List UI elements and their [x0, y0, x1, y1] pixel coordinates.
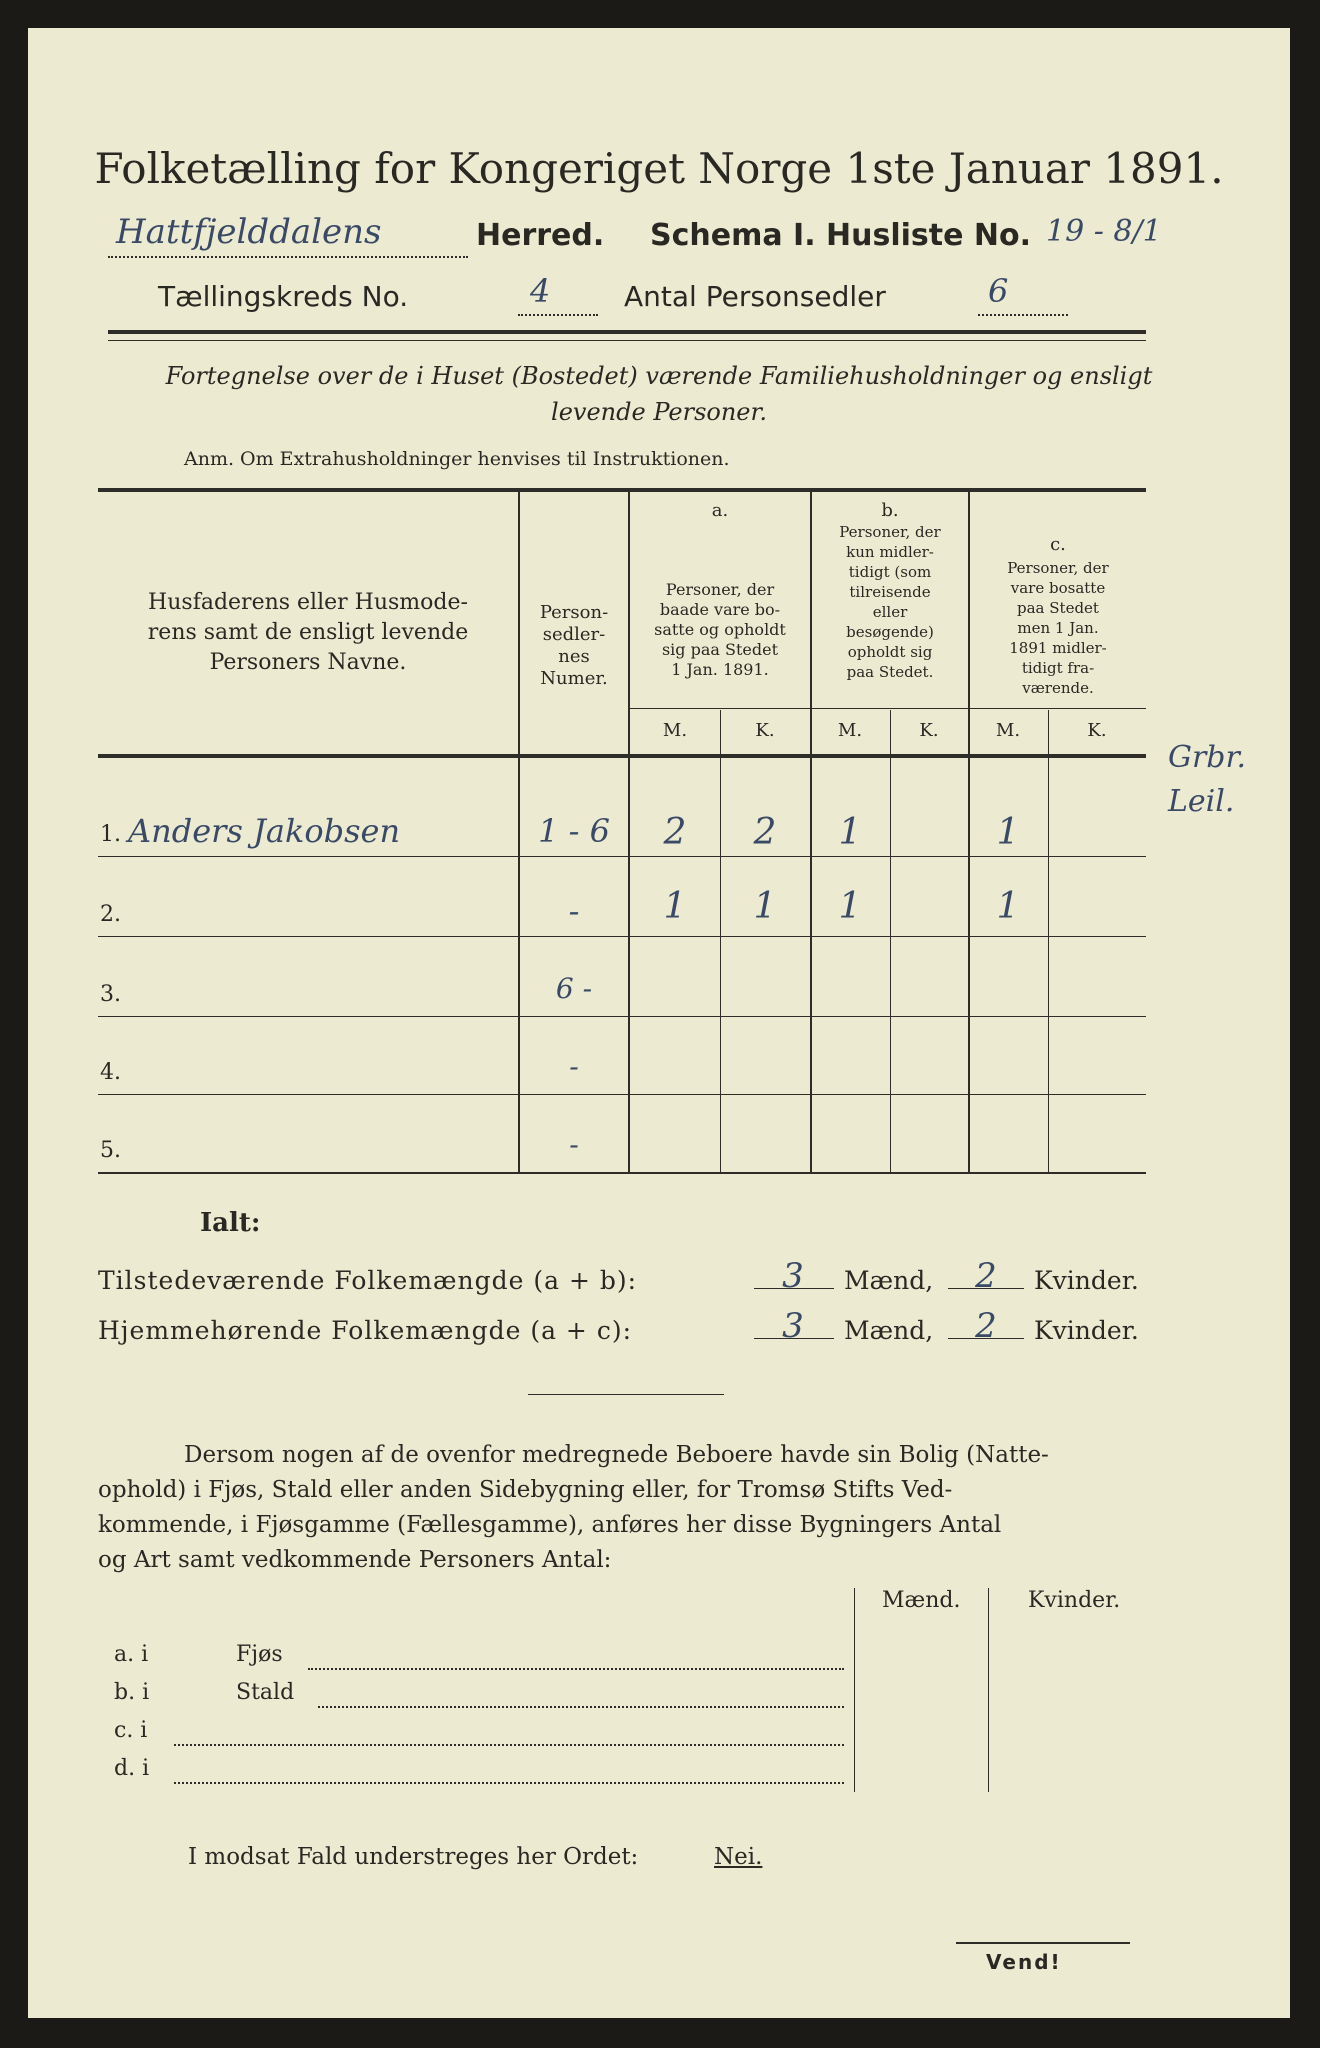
- col-divider-name: [518, 492, 520, 1172]
- hjemme-kvinder-label: Kvinder.: [1034, 1316, 1139, 1345]
- tilstede-maend-line: [754, 1288, 834, 1289]
- tilstede-maend-value: 3: [782, 1256, 804, 1296]
- col-header-a-line: baade vare bo-: [659, 600, 781, 619]
- herred-label: Herred.: [476, 218, 605, 253]
- hjemme-maend-value: 3: [782, 1306, 804, 1346]
- intro-line-1: Fortegnelse over de i Huset (Bostedet) værende Familiehusholdninger og ensligt: [165, 362, 1153, 390]
- header-rule-thick: [108, 330, 1146, 334]
- col-header-c-line: Personer, der: [1007, 559, 1109, 577]
- table-header-bottom-rule: [98, 754, 1146, 758]
- antal-label: Antal Personsedler: [624, 280, 886, 313]
- col-header-a-line: 1 Jan. 1891.: [671, 660, 769, 679]
- item-dotted-line: [174, 1782, 844, 1784]
- col-header-b-line: besøgende): [846, 623, 934, 641]
- col-b-k: K.: [919, 720, 939, 741]
- antal-value-handwritten: 6: [988, 272, 1009, 310]
- col-maend-header: Mænd.: [882, 1588, 961, 1613]
- kreds-dotted-line: [518, 314, 598, 316]
- row-number: 3.: [100, 982, 121, 1007]
- col-c-m: M.: [995, 720, 1021, 741]
- col-header-num: [522, 602, 626, 690]
- col-header-c-line: værende.: [1022, 679, 1094, 697]
- row-rule: [98, 936, 1146, 937]
- col-kvinder-header: Kvinder.: [1028, 1588, 1121, 1613]
- antal-dotted-line: [978, 314, 1068, 316]
- col-header-b-letter: b.: [881, 500, 899, 521]
- census-form-page: [28, 28, 1290, 2018]
- vend-rule: [956, 1942, 1130, 1944]
- tilstede-label: Tilstedeværende Folkemængde (a + b):: [98, 1266, 638, 1295]
- col-header-c-line: vare bosatte: [1010, 579, 1106, 597]
- husliste-number-handwritten: 19 - 8/1: [1046, 214, 1162, 249]
- kreds-label: Tællingskreds No.: [158, 280, 409, 313]
- herred-dotted-line: [108, 256, 468, 258]
- col-divider-b-mk: [890, 710, 891, 1172]
- col-header-c-letter: c.: [1050, 534, 1066, 555]
- col-header-a-line: sig paa Stedet: [661, 640, 779, 659]
- note-col-divider: [988, 1588, 989, 1792]
- nei-word: Nei.: [714, 1844, 763, 1870]
- item-text: Stald: [236, 1680, 295, 1705]
- row-sedler: 1 - 6: [538, 812, 610, 850]
- anm-note: Anm. Om Extrahusholdninger henvises til Instruktionen.: [184, 448, 730, 470]
- form-title: Folketælling for Kongeriget Norge 1ste Januar 1891.: [94, 144, 1224, 193]
- item-dotted-line: [308, 1668, 844, 1670]
- row-number: 5.: [100, 1138, 121, 1163]
- tilstede-kvinder-line: [948, 1288, 1024, 1289]
- col-header-b-line: kun midler-: [846, 543, 934, 561]
- vend-label: Vend!: [986, 1950, 1062, 1974]
- col-header-a-line: satte og opholdt: [654, 620, 786, 639]
- row-b-m: 1: [838, 886, 862, 927]
- col-divider-c-mk: [1048, 710, 1049, 1172]
- col-header-c-line: 1891 midler-: [1009, 639, 1107, 657]
- item-label: c. i: [114, 1718, 148, 1743]
- col-header-a: [630, 580, 810, 680]
- row-b-m: 1: [838, 812, 862, 853]
- note-line: kommende, i Fjøsgamme (Fællesgamme), anføres her disse Bygningers Antal: [98, 1512, 1002, 1538]
- col-header-c-line: tidigt fra-: [1021, 659, 1095, 677]
- row-name-handwritten: Anders Jakobsen: [128, 812, 401, 850]
- modsat-text: I modsat Fald understreges her Ordet:: [188, 1844, 639, 1870]
- item-label: a. i: [114, 1642, 149, 1667]
- row-a-k: 1: [753, 886, 777, 927]
- col-header-name-line: Personers Navne.: [209, 650, 407, 675]
- row-a-m: 1: [663, 886, 687, 927]
- col-header-name-line: Husfaderens eller Husmode-: [148, 590, 468, 615]
- tilstede-kvinder-value: 2: [975, 1256, 997, 1296]
- row-number: 2.: [100, 902, 121, 927]
- ialt-label: Ialt:: [200, 1208, 261, 1238]
- note-line: og Art samt vedkommende Personers Antal:: [98, 1547, 612, 1573]
- col-header-c-line: paa Stedet: [1017, 599, 1099, 617]
- col-divider-a-mk: [720, 710, 721, 1172]
- col-a-k: K.: [755, 720, 775, 741]
- col-header-num-line: sedler-: [542, 624, 606, 645]
- margin-note-handwritten: Grbr. Leil.: [1168, 740, 1247, 819]
- col-a-m: M.: [662, 720, 688, 741]
- item-text: Fjøs: [236, 1642, 283, 1667]
- hjemme-maend-label: Mænd,: [844, 1316, 934, 1345]
- section-divider: [528, 1394, 724, 1395]
- col-header-b-line: paa Stedet.: [846, 663, 934, 681]
- row-c-m: 1: [996, 812, 1020, 853]
- table-top-rule: [98, 488, 1146, 492]
- col-header-name: [108, 588, 508, 678]
- col-header-name-line: rens samt de ensligt levende: [147, 620, 469, 645]
- table-bottom-rule: [98, 1172, 1146, 1174]
- col-c-k: K.: [1087, 720, 1107, 741]
- mk-subheader-rule: [628, 708, 1146, 709]
- col-header-num-line: nes: [558, 646, 590, 667]
- herred-name-handwritten: Hattfjelddalens: [116, 212, 382, 252]
- col-header-a-line: Personer, der: [665, 580, 775, 599]
- row-sedler: -: [568, 892, 580, 930]
- hjemme-label: Hjemmehørende Folkemængde (a + c):: [98, 1316, 632, 1345]
- item-label: d. i: [114, 1756, 150, 1781]
- tilstede-kvinder-label: Kvinder.: [1034, 1266, 1139, 1295]
- tilstede-maend-label: Mænd,: [844, 1266, 934, 1295]
- note-line: ophold) i Fjøs, Stald eller anden Sidebygning eller, for Tromsø Stifts Ved-: [98, 1477, 953, 1503]
- row-a-k: 2: [753, 812, 777, 853]
- item-dotted-line: [318, 1706, 844, 1708]
- hjemme-kvinder-line: [948, 1338, 1024, 1339]
- row-sedler: -: [569, 1128, 579, 1161]
- item-dotted-line: [174, 1744, 844, 1746]
- col-header-b-line: opholdt sig: [847, 643, 933, 661]
- hjemme-kvinder-value: 2: [975, 1306, 997, 1346]
- col-header-num-line: Numer.: [540, 668, 608, 689]
- row-c-m: 1: [996, 886, 1020, 927]
- row-number: 1.: [100, 822, 121, 847]
- col-header-b: [812, 522, 968, 682]
- hjemme-maend-line: [754, 1338, 834, 1339]
- col-b-m: M.: [837, 720, 863, 741]
- col-header-a-letter: a.: [711, 500, 729, 521]
- row-sedler: -: [569, 1050, 579, 1083]
- row-a-m: 2: [663, 812, 687, 853]
- note-line: Dersom nogen af de ovenfor medregnede Beboere havde sin Bolig (Natte-: [184, 1442, 1049, 1468]
- header-rule-thin: [108, 340, 1146, 341]
- row-rule: [98, 856, 1146, 857]
- row-sedler: 6 -: [555, 972, 593, 1005]
- note-col-divider: [854, 1588, 855, 1792]
- col-header-b-line: tilreisende: [849, 583, 931, 601]
- row-rule: [98, 1094, 1146, 1095]
- note-paragraph: [98, 1438, 1158, 1578]
- col-header-c-line: men 1 Jan.: [1017, 619, 1099, 637]
- col-header-num-line: Person-: [539, 602, 609, 623]
- schema-label: Schema I.: [650, 218, 816, 253]
- col-header-b-line: tidigt (som: [848, 563, 932, 581]
- intro-line-2: levende Personer.: [551, 398, 767, 426]
- kreds-number-handwritten: 4: [530, 272, 551, 310]
- row-rule: [98, 1016, 1146, 1017]
- item-label: b. i: [114, 1680, 150, 1705]
- col-header-b-line: eller: [872, 603, 908, 621]
- row-number: 4.: [100, 1060, 121, 1085]
- col-header-c: [970, 558, 1146, 698]
- col-header-b-line: Personer, der: [839, 523, 941, 541]
- husliste-label: Husliste No.: [826, 218, 1031, 253]
